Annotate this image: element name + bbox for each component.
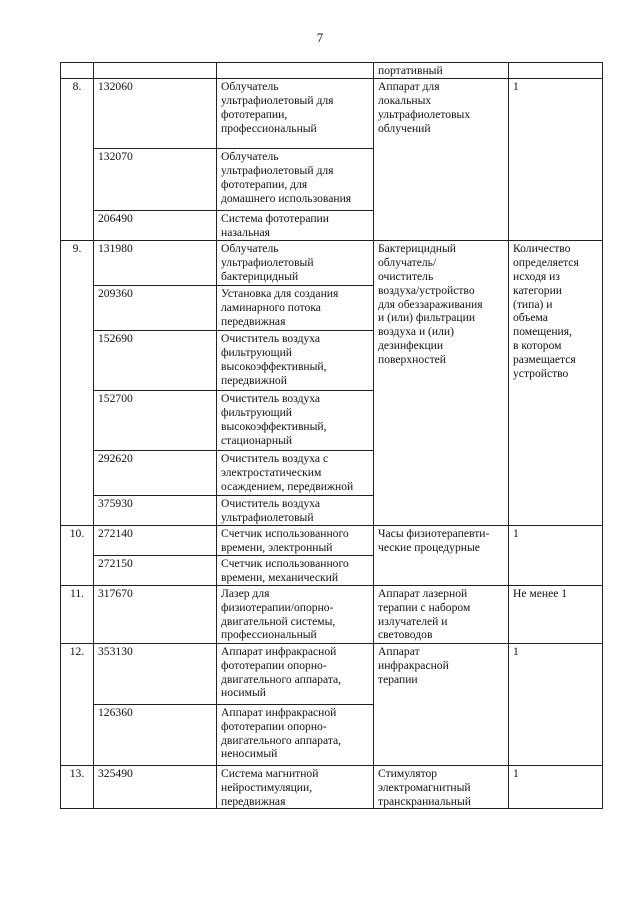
row-number-cell: 8.	[61, 78, 94, 240]
name-cell: Аппарат инфракрасной фототерапии опорно- двигательного аппарата, неносимый	[217, 704, 374, 765]
name-cell: Установка для создания ламинарного потока передвижная	[217, 285, 374, 330]
type-cell: Аппарат инфракрасной терапии	[374, 643, 509, 765]
row-number-cell	[61, 63, 94, 79]
code-cell: 131980	[94, 240, 217, 285]
name-cell: Очиститель воздуха ультрафиолетовый	[217, 495, 374, 525]
row-number-cell: 9.	[61, 240, 94, 525]
table-row	[61, 585, 603, 643]
name-cell: Очиститель воздуха фильтрующий высокоэффективный, передвижной	[217, 330, 374, 390]
name-cell: Система фототерапии назальная	[217, 210, 374, 240]
table-row	[61, 78, 603, 148]
equipment-table	[60, 62, 603, 809]
quantity-cell: 1	[509, 765, 603, 809]
quantity-cell	[509, 63, 603, 79]
type-cell: портативный	[374, 63, 509, 79]
quantity-cell: 1	[509, 643, 603, 765]
name-cell: Очиститель воздуха фильтрующий высокоэффективный, стационарный	[217, 390, 374, 450]
code-cell: 152690	[94, 330, 217, 390]
quantity-cell: Количество определяется исходя из категории (типа) и объема помещения, в котором размещается устройство	[509, 240, 603, 525]
type-cell: Аппарат для локальных ультрафиолетовых облучений	[374, 78, 509, 240]
name-cell: Облучатель ультрафиолетовый для фототерапии, профессиональный	[217, 78, 374, 148]
type-cell: Бактерицидный облучатель/ очиститель воздуха/устройство для обеззараживания и (или) фильтрации воздуха и (или) дезинфекции поверхностей	[374, 240, 509, 525]
row-number-cell: 11.	[61, 585, 94, 643]
quantity-cell: 1	[509, 78, 603, 240]
name-cell: Облучатель ультрафиолетовый для фототерапии, для домашнего использования	[217, 148, 374, 210]
name-cell: Счетчик использованного времени, механический	[217, 555, 374, 585]
code-cell	[94, 63, 217, 79]
table-row	[61, 525, 603, 555]
row-number-cell: 12.	[61, 643, 94, 765]
type-cell: Аппарат лазерной терапии с набором излучателей и световодов	[374, 585, 509, 643]
code-cell: 272150	[94, 555, 217, 585]
code-cell: 209360	[94, 285, 217, 330]
row-number-cell: 10.	[61, 525, 94, 585]
name-cell: Система магнитной нейростимуляции, передвижная	[217, 765, 374, 809]
page-number: 7	[316, 30, 324, 45]
name-cell: Очиститель воздуха с электростатическим осаждением, передвижной	[217, 450, 374, 495]
name-cell	[217, 63, 374, 79]
code-cell: 317670	[94, 585, 217, 643]
code-cell: 132070	[94, 148, 217, 210]
name-cell: Лазер для физиотерапии/опорно- двигательной системы, профессиональный	[217, 585, 374, 643]
code-cell: 206490	[94, 210, 217, 240]
type-cell: Стимулятор электромагнитный транскраниальный	[374, 765, 509, 809]
code-cell: 325490	[94, 765, 217, 809]
quantity-cell: Не менее 1	[509, 585, 603, 643]
table-row	[61, 240, 603, 285]
name-cell: Облучатель ультрафиолетовый бактерицидный	[217, 240, 374, 285]
row-number-cell: 13.	[61, 765, 94, 809]
code-cell: 132060	[94, 78, 217, 148]
code-cell: 126360	[94, 704, 217, 765]
name-cell: Счетчик использованного времени, электронный	[217, 525, 374, 555]
table-row	[61, 63, 603, 79]
code-cell: 353130	[94, 643, 217, 704]
name-cell: Аппарат инфракрасной фототерапии опорно- двигательного аппарата, носимый	[217, 643, 374, 704]
code-cell: 272140	[94, 525, 217, 555]
code-cell: 375930	[94, 495, 217, 525]
type-cell: Часы физиотерапевти- ческие процедурные	[374, 525, 509, 585]
table-row	[61, 765, 603, 809]
table-row	[61, 643, 603, 704]
code-cell: 292620	[94, 450, 217, 495]
quantity-cell: 1	[509, 525, 603, 585]
code-cell: 152700	[94, 390, 217, 450]
